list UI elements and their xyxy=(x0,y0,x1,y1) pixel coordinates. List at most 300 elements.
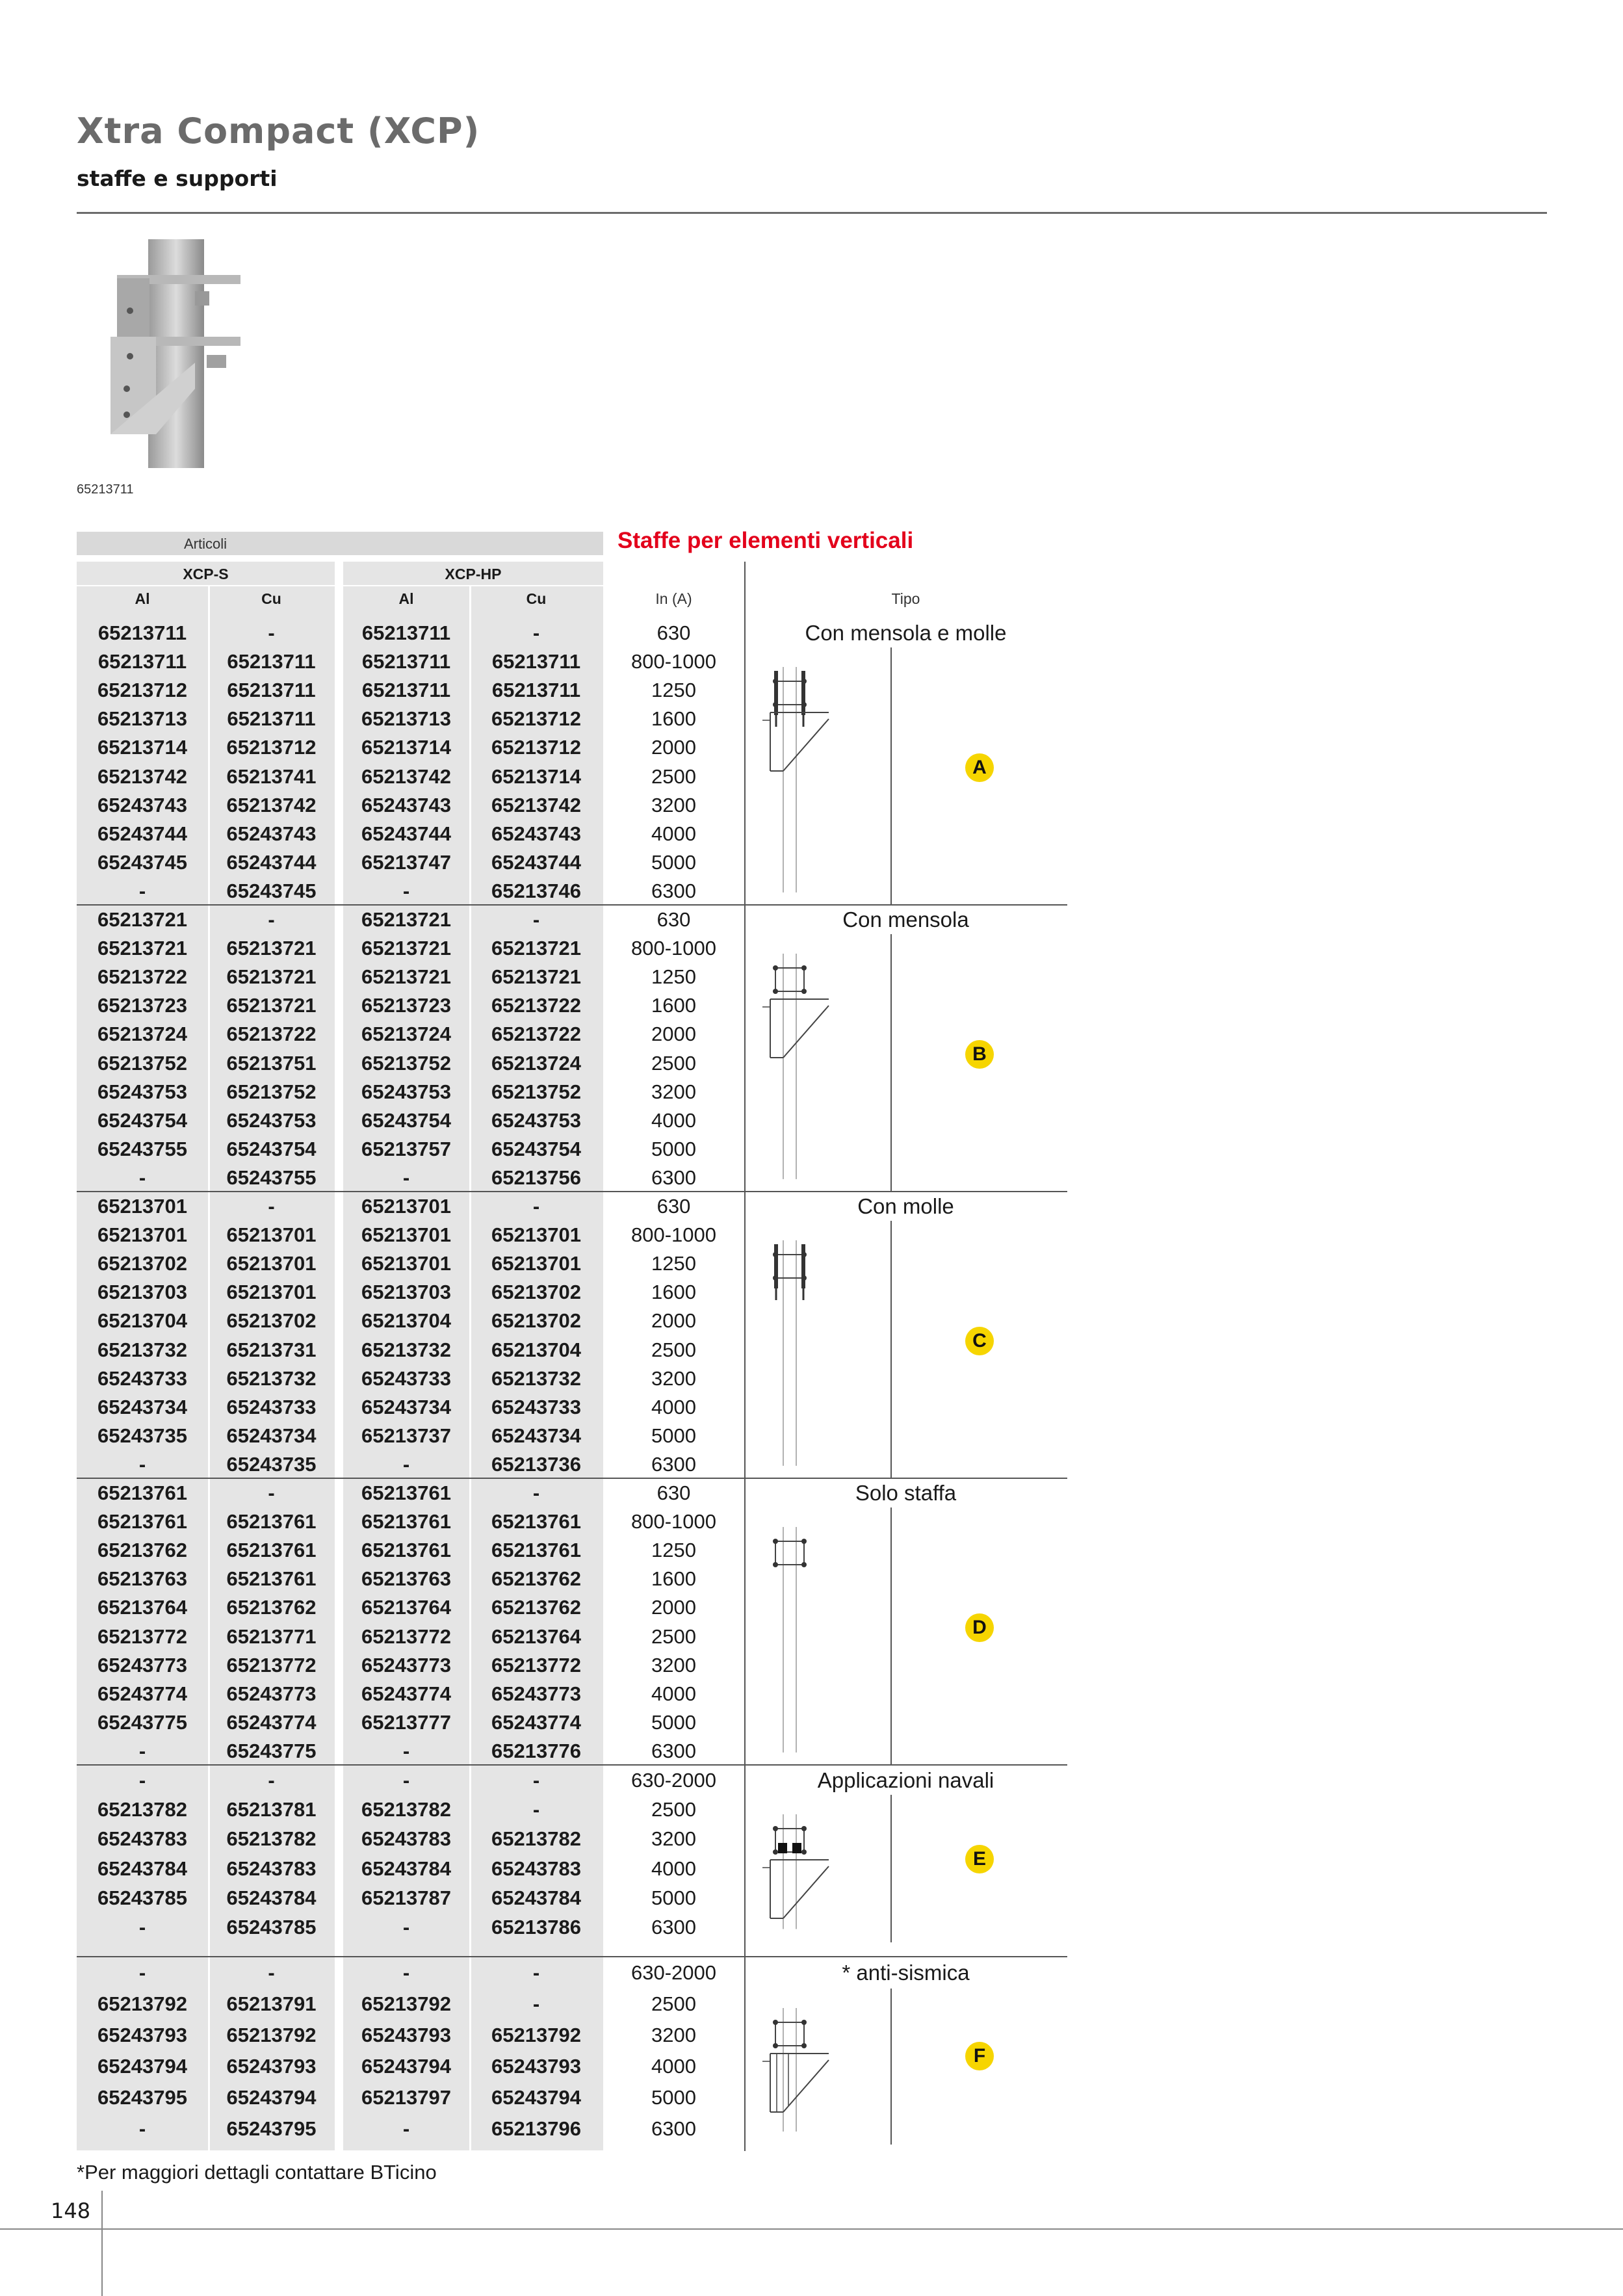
code-al-xcphp: 65213723 xyxy=(361,994,451,1017)
rated-current: 6300 xyxy=(651,1916,696,1939)
tipo-inner-rule xyxy=(890,1795,892,1942)
rated-current: 6300 xyxy=(651,1739,696,1762)
code-cu-xcps: 65213742 xyxy=(226,793,317,816)
code-cu-xcps: 65243783 xyxy=(226,1857,317,1880)
bracket-diagram-staffa xyxy=(757,1520,887,1759)
code-al-xcphp: 65213764 xyxy=(361,1596,451,1619)
code-al-xcps: 65243785 xyxy=(97,1886,187,1909)
code-al-xcps: 65243773 xyxy=(97,1653,187,1676)
code-cu-xcphp: 65213762 xyxy=(491,1596,581,1619)
code-cu-xcps: 65213782 xyxy=(226,1827,317,1851)
code-cu-xcps: - xyxy=(268,1481,275,1505)
code-al-xcphp: 65213752 xyxy=(361,1051,451,1075)
code-al-xcps: 65243733 xyxy=(97,1366,187,1390)
articoli-header xyxy=(77,532,603,555)
code-al-xcps: 65213721 xyxy=(97,937,187,960)
table-bottom-end xyxy=(744,2150,746,2151)
code-cu-xcps: 65213711 xyxy=(227,650,316,673)
code-cu-xcps: 65243733 xyxy=(226,1395,317,1418)
code-al-xcps: 65213764 xyxy=(97,1596,187,1619)
tipo-label: * anti-sismica xyxy=(842,1961,970,1985)
type-badge-b: B xyxy=(965,1040,994,1069)
code-al-xcphp: - xyxy=(402,1916,410,1939)
page-title: Xtra Compact (XCP) xyxy=(77,111,480,151)
code-al-xcphp: 65213761 xyxy=(361,1510,451,1533)
tipo-label: Con molle xyxy=(857,1194,954,1219)
code-cu-xcps: - xyxy=(268,1961,275,1984)
code-cu-xcps: 65243795 xyxy=(226,2117,317,2140)
code-al-xcphp: - xyxy=(402,1166,410,1189)
code-al-xcphp: 65213701 xyxy=(361,1223,451,1247)
code-al-xcphp: 65213742 xyxy=(361,764,451,788)
code-al-xcps: 65243745 xyxy=(97,850,187,874)
rated-current: 4000 xyxy=(651,2055,696,2078)
rated-current: 4000 xyxy=(651,1395,696,1418)
code-al-xcphp: 65243783 xyxy=(361,1827,451,1851)
code-al-xcphp: 65213777 xyxy=(361,1710,451,1734)
photo-code: 65213711 xyxy=(77,482,134,497)
code-al-xcps: - xyxy=(138,1961,146,1984)
code-cu-xcphp: 65213724 xyxy=(491,1051,581,1075)
code-al-xcps: 65213732 xyxy=(97,1338,187,1361)
code-cu-xcphp: 65213796 xyxy=(491,2117,581,2140)
code-cu-xcps: 65243773 xyxy=(226,1682,317,1705)
code-al-xcps: 65213792 xyxy=(97,1992,187,2015)
code-cu-xcphp: 65213714 xyxy=(491,764,581,788)
rated-current: 1600 xyxy=(651,707,696,731)
code-al-xcps: 65243754 xyxy=(97,1108,187,1132)
rated-current: 6300 xyxy=(651,1452,696,1476)
articoli-label: Articoli xyxy=(184,536,227,552)
code-al-xcphp: 65213792 xyxy=(361,1992,451,2015)
code-cu-xcphp: 65213776 xyxy=(491,1739,581,1762)
code-cu-xcphp: 65213722 xyxy=(491,994,581,1017)
code-cu-xcphp: 65213732 xyxy=(491,1366,581,1390)
code-al-xcphp: 65213721 xyxy=(361,908,451,932)
rated-current: 6300 xyxy=(651,2117,696,2140)
code-al-xcps: 65243793 xyxy=(97,2024,187,2046)
code-al-xcphp: 65243733 xyxy=(361,1366,451,1390)
rated-current: 630 xyxy=(656,908,691,932)
rated-current: 2500 xyxy=(651,1992,696,2015)
type-badge-e: E xyxy=(965,1845,994,1873)
code-cu-xcps: 65243755 xyxy=(226,1166,317,1189)
code-cu-xcphp: 65213702 xyxy=(491,1309,581,1333)
rated-current: 2500 xyxy=(651,1338,696,1361)
tipo-label: Solo staffa xyxy=(855,1481,957,1506)
rated-current: 5000 xyxy=(651,1137,696,1160)
code-cu-xcps: - xyxy=(268,1768,275,1792)
code-al-xcps: 65213761 xyxy=(97,1510,187,1533)
code-cu-xcphp: 65213704 xyxy=(491,1338,581,1361)
code-al-xcps: - xyxy=(138,1166,146,1189)
code-cu-xcphp: 65213722 xyxy=(491,1023,581,1046)
code-al-xcps: 65213763 xyxy=(97,1567,187,1591)
group-rule xyxy=(77,1191,1067,1192)
code-al-xcps: 65243755 xyxy=(97,1137,187,1160)
section-title: Staffe per elementi verticali xyxy=(617,528,914,553)
code-cu-xcps: 65243743 xyxy=(226,822,317,845)
code-cu-xcphp: 65243773 xyxy=(491,1682,581,1705)
code-al-xcphp: 65213701 xyxy=(361,1195,451,1218)
code-cu-xcps: 65213702 xyxy=(226,1309,317,1333)
code-cu-xcps: 65213711 xyxy=(227,707,316,731)
code-cu-xcps: 65213721 xyxy=(226,994,317,1017)
code-al-xcps: 65243734 xyxy=(97,1395,187,1418)
code-al-xcps: 65213711 xyxy=(97,621,187,645)
code-cu-xcps: 65243793 xyxy=(226,2055,317,2078)
rated-current: 3200 xyxy=(651,1827,696,1851)
bracket-diagram-mensola-molle xyxy=(757,660,887,899)
code-cu-xcphp: 65213711 xyxy=(491,679,581,702)
code-al-xcps: 65243783 xyxy=(97,1827,187,1851)
code-al-xcphp: 65213711 xyxy=(361,679,451,702)
code-al-xcphp: 65243794 xyxy=(361,2055,451,2078)
code-cu-xcps: 65243754 xyxy=(226,1137,317,1160)
col-header-al-xcps: Al xyxy=(135,590,150,607)
rated-current: 2500 xyxy=(651,1797,696,1821)
rated-current: 2000 xyxy=(651,1309,696,1333)
code-al-xcphp: - xyxy=(402,879,410,902)
footer-rule xyxy=(0,2228,1623,2230)
rated-current: 1250 xyxy=(651,965,696,989)
rated-current: 5000 xyxy=(651,1886,696,1909)
code-al-xcps: 65213722 xyxy=(97,965,187,989)
code-al-xcphp: 65243774 xyxy=(361,1682,451,1705)
code-cu-xcphp: - xyxy=(532,1768,540,1792)
rated-current: 1250 xyxy=(651,679,696,702)
code-al-xcps: - xyxy=(138,1739,146,1762)
code-al-xcps: 65213723 xyxy=(97,994,187,1017)
code-cu-xcps: 65213721 xyxy=(226,965,317,989)
bracket-diagram-sismica xyxy=(757,2002,887,2138)
code-al-xcps: 65243795 xyxy=(97,2086,187,2109)
code-al-xcphp: 65213772 xyxy=(361,1624,451,1648)
bracket-diagram-mensola xyxy=(757,947,887,1186)
code-al-xcps: - xyxy=(138,879,146,902)
footer-divider xyxy=(101,2191,103,2296)
code-al-xcps: 65213761 xyxy=(97,1481,187,1505)
code-cu-xcphp: 65213742 xyxy=(491,793,581,816)
code-cu-xcps: 65243784 xyxy=(226,1886,317,1909)
code-cu-xcphp: 65213711 xyxy=(491,650,581,673)
page-number: 148 xyxy=(51,2198,91,2223)
code-cu-xcphp: - xyxy=(532,1961,540,1984)
code-al-xcphp: 65243734 xyxy=(361,1395,451,1418)
type-badge-d: D xyxy=(965,1613,994,1642)
tipo-label: Con mensola e molle xyxy=(805,621,1007,646)
rated-current: 3200 xyxy=(651,1653,696,1676)
tipo-label: Con mensola xyxy=(842,907,969,932)
code-cu-xcphp: 65243734 xyxy=(491,1424,581,1447)
rated-current: 630-2000 xyxy=(630,1768,716,1792)
rated-current: 2500 xyxy=(651,1624,696,1648)
rated-current: 1600 xyxy=(651,1281,696,1304)
rated-current: 800-1000 xyxy=(630,1223,716,1247)
code-al-xcphp: 65213724 xyxy=(361,1023,451,1046)
code-cu-xcphp: 65213752 xyxy=(491,1080,581,1103)
code-al-xcps: 65213782 xyxy=(97,1797,187,1821)
code-al-xcps: 65243794 xyxy=(97,2055,187,2078)
type-badge-a: A xyxy=(965,753,994,782)
code-al-xcps: 65213721 xyxy=(97,908,187,932)
code-cu-xcps: 65213792 xyxy=(226,2024,317,2046)
code-cu-xcphp: 65243774 xyxy=(491,1710,581,1734)
tipo-inner-rule xyxy=(890,1221,892,1479)
code-cu-xcps: 65213731 xyxy=(226,1338,317,1361)
code-al-xcps: 65213772 xyxy=(97,1624,187,1648)
rated-current: 2500 xyxy=(651,764,696,788)
col-header-cu-xcphp: Cu xyxy=(526,590,547,607)
code-cu-xcphp: 65243784 xyxy=(491,1886,581,1909)
code-cu-xcps: 65213701 xyxy=(226,1252,317,1275)
rated-current: 1250 xyxy=(651,1539,696,1562)
type-badge-f: F xyxy=(965,2042,994,2070)
code-cu-xcphp: - xyxy=(532,1481,540,1505)
code-al-xcphp: 65243743 xyxy=(361,793,451,816)
rated-current: 630 xyxy=(656,1195,691,1218)
code-al-xcphp: 65213711 xyxy=(361,650,451,673)
code-cu-xcphp: 65243743 xyxy=(491,822,581,845)
rated-current: 5000 xyxy=(651,2086,696,2109)
code-al-xcphp: 65243754 xyxy=(361,1108,451,1132)
tipo-inner-rule xyxy=(890,1507,892,1766)
rated-current: 4000 xyxy=(651,1108,696,1132)
rated-current: 2000 xyxy=(651,1596,696,1619)
code-al-xcphp: 65243784 xyxy=(361,1857,451,1880)
rated-current: 800-1000 xyxy=(630,650,716,673)
code-cu-xcphp: 65243794 xyxy=(491,2086,581,2109)
rated-current: 2500 xyxy=(651,1051,696,1075)
code-cu-xcphp: 65213746 xyxy=(491,879,581,902)
code-cu-xcphp: 65243793 xyxy=(491,2055,581,2078)
code-cu-xcps: 65213732 xyxy=(226,1366,317,1390)
code-cu-xcps: 65243734 xyxy=(226,1424,317,1447)
code-al-xcphp: - xyxy=(402,1768,410,1792)
rated-current: 5000 xyxy=(651,1710,696,1734)
code-cu-xcphp: 65243754 xyxy=(491,1137,581,1160)
code-al-xcphp: - xyxy=(402,1961,410,1984)
rated-current: 4000 xyxy=(651,1857,696,1880)
rated-current: 630 xyxy=(656,621,691,645)
code-cu-xcps: - xyxy=(268,1195,275,1218)
code-cu-xcps: - xyxy=(268,621,275,645)
rated-current: 4000 xyxy=(651,1682,696,1705)
code-al-xcphp: - xyxy=(402,1452,410,1476)
code-cu-xcphp: 65243753 xyxy=(491,1108,581,1132)
code-al-xcps: 65213704 xyxy=(97,1309,187,1333)
code-cu-xcps: 65213741 xyxy=(226,764,317,788)
rated-current: 2000 xyxy=(651,736,696,759)
rated-current: 800-1000 xyxy=(630,1510,716,1533)
code-al-xcphp: 65213701 xyxy=(361,1252,451,1275)
code-cu-xcphp: 65213764 xyxy=(491,1624,581,1648)
code-al-xcps: 65243753 xyxy=(97,1080,187,1103)
header-rule xyxy=(77,212,1547,214)
code-al-xcps: 65213762 xyxy=(97,1539,187,1562)
code-cu-xcps: 65213761 xyxy=(226,1539,317,1562)
code-cu-xcphp: 65243733 xyxy=(491,1395,581,1418)
code-al-xcphp: 65213747 xyxy=(361,850,451,874)
code-al-xcphp: 65213732 xyxy=(361,1338,451,1361)
code-cu-xcps: 65243744 xyxy=(226,850,317,874)
separator-in-tipo xyxy=(744,562,746,2150)
code-al-xcps: - xyxy=(138,2117,146,2140)
code-cu-xcps: 65243794 xyxy=(226,2086,317,2109)
code-cu-xcps: 65213791 xyxy=(226,1992,317,2015)
rated-current: 800-1000 xyxy=(630,937,716,960)
code-cu-xcps: 65213711 xyxy=(227,679,316,702)
code-cu-xcps: 65213762 xyxy=(226,1596,317,1619)
bracket-diagram-molle xyxy=(757,1234,887,1472)
code-cu-xcps: 65243753 xyxy=(226,1108,317,1132)
col-header-in: In (A) xyxy=(655,590,692,607)
rated-current: 3200 xyxy=(651,793,696,816)
code-al-xcphp: 65213782 xyxy=(361,1797,451,1821)
code-cu-xcphp: 65213762 xyxy=(491,1567,581,1591)
code-al-xcphp: 65243793 xyxy=(361,2024,451,2046)
page-subtitle: staffe e supporti xyxy=(77,166,278,191)
code-al-xcphp: 65243753 xyxy=(361,1080,451,1103)
code-cu-xcps: - xyxy=(268,908,275,932)
code-al-xcps: - xyxy=(138,1768,146,1792)
code-al-xcps: 65243743 xyxy=(97,793,187,816)
code-al-xcphp: 65213703 xyxy=(361,1281,451,1304)
col-header-al-xcphp: Al xyxy=(398,590,414,607)
tipo-inner-rule xyxy=(890,1989,892,2145)
product-photo xyxy=(91,239,240,468)
code-al-xcps: 65213714 xyxy=(97,736,187,759)
code-al-xcphp: 65213721 xyxy=(361,937,451,960)
code-al-xcphp: 65213761 xyxy=(361,1481,451,1505)
group-rule xyxy=(77,1956,1067,1957)
code-cu-xcphp: 65213712 xyxy=(491,707,581,731)
rated-current: 2000 xyxy=(651,1023,696,1046)
rated-current: 1600 xyxy=(651,994,696,1017)
rated-current: 5000 xyxy=(651,1424,696,1447)
code-al-xcps: 65213724 xyxy=(97,1023,187,1046)
code-cu-xcphp: 65213782 xyxy=(491,1827,581,1851)
footnote: *Per maggiori dettagli contattare BTicino xyxy=(77,2161,437,2184)
code-cu-xcps: 65213722 xyxy=(226,1023,317,1046)
tipo-inner-rule xyxy=(890,647,892,906)
code-al-xcps: 65243774 xyxy=(97,1682,187,1705)
code-cu-xcps: 65213781 xyxy=(226,1797,317,1821)
group-header-xcphp: XCP-HP xyxy=(445,566,502,582)
code-al-xcphp: 65243744 xyxy=(361,822,451,845)
rated-current: 630 xyxy=(656,1481,691,1505)
rated-current: 3200 xyxy=(651,1080,696,1103)
rated-current: 5000 xyxy=(651,850,696,874)
code-cu-xcps: 65213701 xyxy=(226,1223,317,1247)
code-al-xcphp: 65213797 xyxy=(361,2086,451,2109)
code-al-xcphp: 65213721 xyxy=(361,965,451,989)
code-cu-xcphp: - xyxy=(532,621,540,645)
code-cu-xcphp: 65243744 xyxy=(491,850,581,874)
code-cu-xcphp: 65213721 xyxy=(491,937,581,960)
rated-current: 3200 xyxy=(651,1366,696,1390)
code-cu-xcps: 65243735 xyxy=(226,1452,317,1476)
rated-current: 4000 xyxy=(651,822,696,845)
code-al-xcphp: 65243773 xyxy=(361,1653,451,1676)
group-header-rule xyxy=(343,585,603,586)
code-al-xcps: 65213703 xyxy=(97,1281,187,1304)
rated-current: 1600 xyxy=(651,1567,696,1591)
code-cu-xcps: 65213761 xyxy=(226,1510,317,1533)
code-cu-xcps: 65213761 xyxy=(226,1567,317,1591)
group-rule xyxy=(77,904,1067,906)
code-cu-xcphp: 65213701 xyxy=(491,1223,581,1247)
code-cu-xcps: 65213712 xyxy=(226,736,317,759)
code-cu-xcphp: 65213736 xyxy=(491,1452,581,1476)
code-al-xcphp: - xyxy=(402,2117,410,2140)
code-cu-xcphp: 65213772 xyxy=(491,1653,581,1676)
code-cu-xcphp: 65213721 xyxy=(491,965,581,989)
code-al-xcps: 65213712 xyxy=(97,679,187,702)
group-header-xcps: XCP-S xyxy=(183,566,229,582)
code-cu-xcps: 65243774 xyxy=(226,1710,317,1734)
col-header-cu-xcps: Cu xyxy=(261,590,281,607)
code-cu-xcphp: 65243783 xyxy=(491,1857,581,1880)
code-cu-xcps: 65213701 xyxy=(226,1281,317,1304)
type-badge-c: C xyxy=(965,1327,994,1355)
code-cu-xcphp: - xyxy=(532,908,540,932)
code-al-xcps: 65243735 xyxy=(97,1424,187,1447)
code-al-xcps: 65213711 xyxy=(97,650,187,673)
code-al-xcps: 65243775 xyxy=(97,1710,187,1734)
code-al-xcphp: - xyxy=(402,1739,410,1762)
code-cu-xcps: 65213751 xyxy=(226,1051,317,1075)
bracket-diagram-navali xyxy=(757,1808,887,1936)
code-cu-xcphp: 65213712 xyxy=(491,736,581,759)
code-al-xcphp: 65213704 xyxy=(361,1309,451,1333)
rated-current: 3200 xyxy=(651,2024,696,2046)
code-cu-xcps: 65213771 xyxy=(226,1624,317,1648)
code-al-xcps: 65213702 xyxy=(97,1252,187,1275)
code-cu-xcps: 65243775 xyxy=(226,1739,317,1762)
rated-current: 6300 xyxy=(651,1166,696,1189)
code-al-xcphp: 65213714 xyxy=(361,736,451,759)
code-cu-xcphp: 65213756 xyxy=(491,1166,581,1189)
code-cu-xcphp: 65213786 xyxy=(491,1916,581,1939)
code-cu-xcps: 65213752 xyxy=(226,1080,317,1103)
code-al-xcps: 65213713 xyxy=(97,707,187,731)
code-al-xcphp: 65213763 xyxy=(361,1567,451,1591)
code-cu-xcps: 65243745 xyxy=(226,879,317,902)
code-cu-xcphp: 65213701 xyxy=(491,1252,581,1275)
tipo-label: Applicazioni navali xyxy=(817,1768,994,1792)
code-al-xcphp: 65213761 xyxy=(361,1539,451,1562)
code-al-xcps: 65243744 xyxy=(97,822,187,845)
code-al-xcps: 65213701 xyxy=(97,1223,187,1247)
code-al-xcps: 65213701 xyxy=(97,1195,187,1218)
code-al-xcps: - xyxy=(138,1916,146,1939)
code-cu-xcphp: - xyxy=(532,1195,540,1218)
col-header-tipo: Tipo xyxy=(891,590,920,607)
code-al-xcphp: 65213737 xyxy=(361,1424,451,1447)
code-al-xcphp: 65213757 xyxy=(361,1137,451,1160)
code-al-xcphp: 65213787 xyxy=(361,1886,451,1909)
rated-current: 630-2000 xyxy=(630,1961,716,1984)
tipo-inner-rule xyxy=(890,934,892,1192)
code-cu-xcphp: - xyxy=(532,1992,540,2015)
rated-current: 6300 xyxy=(651,879,696,902)
code-al-xcps: - xyxy=(138,1452,146,1476)
group-rule xyxy=(77,1764,1067,1766)
code-al-xcps: 65243784 xyxy=(97,1857,187,1880)
code-al-xcphp: 65213711 xyxy=(361,621,451,645)
code-cu-xcps: 65243785 xyxy=(226,1916,317,1939)
